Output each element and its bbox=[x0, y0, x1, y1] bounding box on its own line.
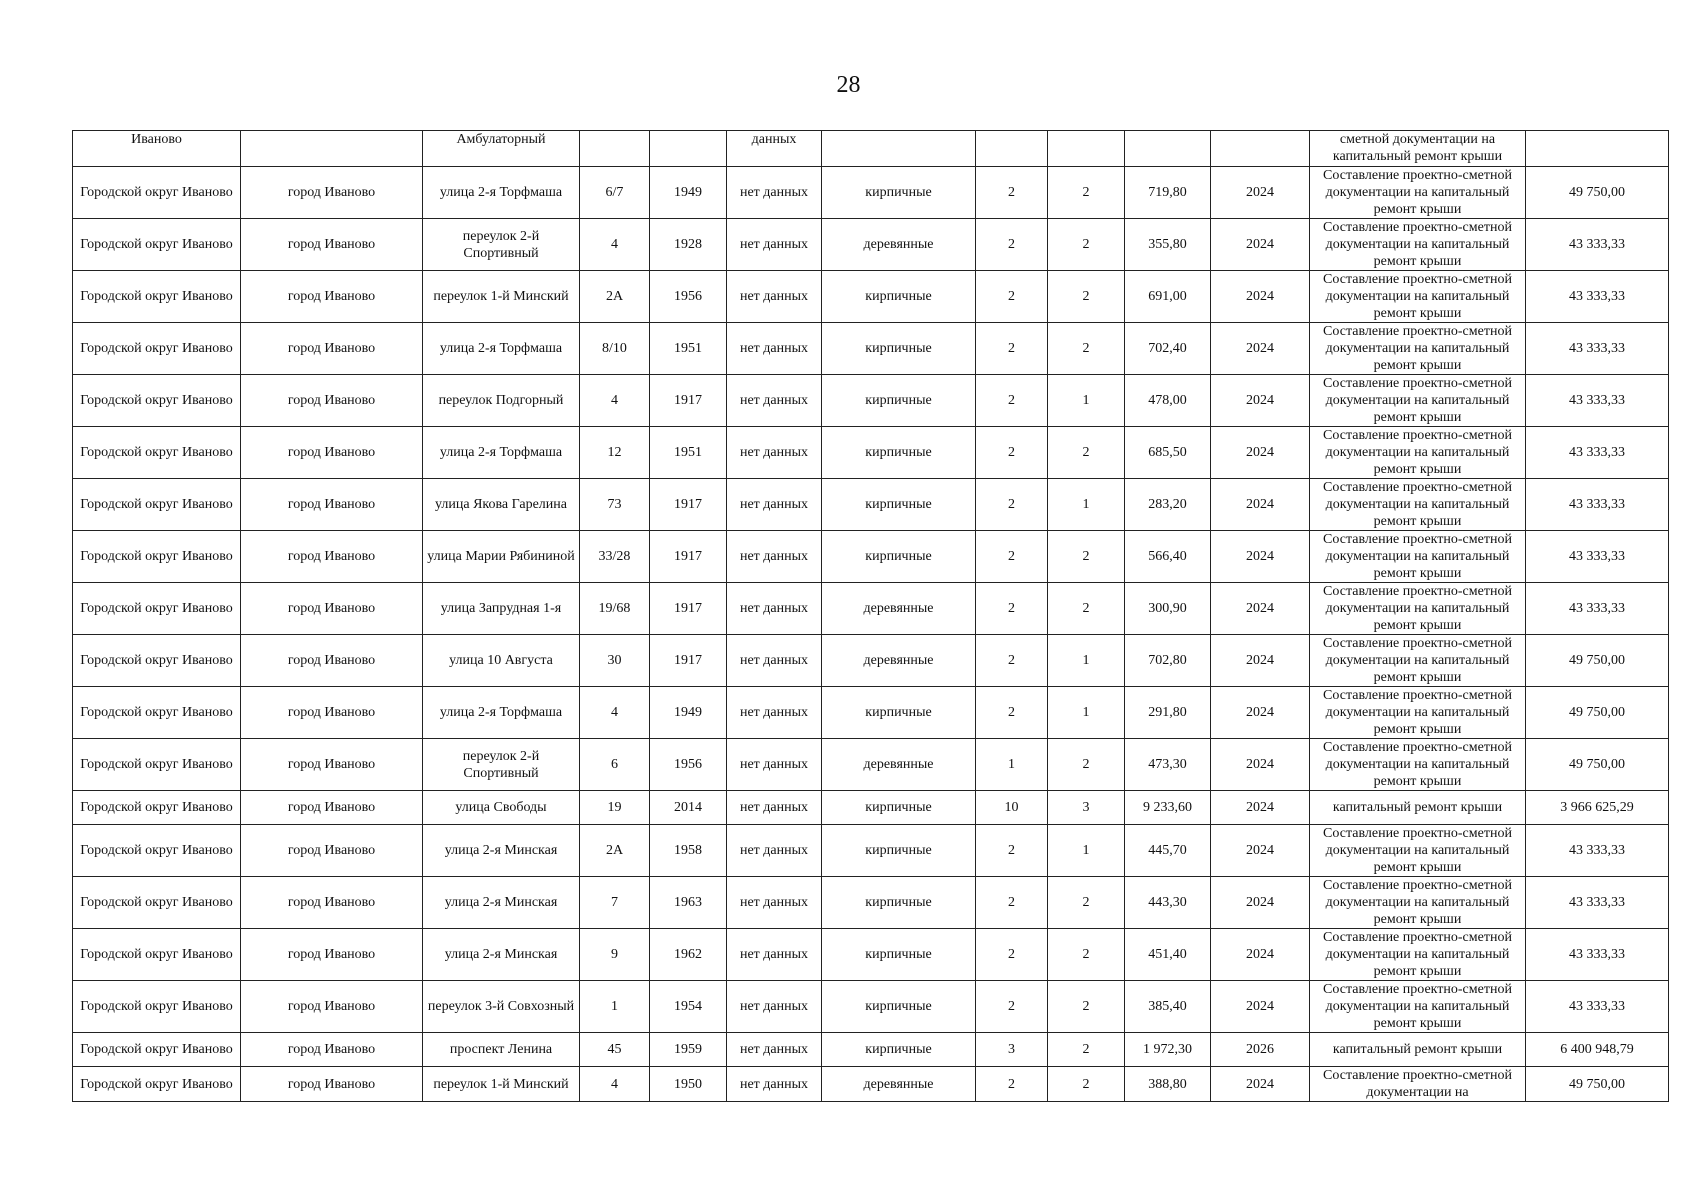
table-row bbox=[73, 531, 1669, 583]
cell-street: улица 2-я Торфмаша bbox=[423, 167, 580, 219]
cell-floors: 3 bbox=[976, 1033, 1048, 1067]
cell-work: Составление проектно-сметной документации на капитальный ремонт крыши bbox=[1310, 981, 1526, 1033]
cell-settlement: город Иваново bbox=[241, 739, 423, 791]
cell-street: переулок 1-й Минский bbox=[423, 1067, 580, 1102]
cell-district: Городской округ Иваново bbox=[73, 825, 241, 877]
cell-walls: кирпичные bbox=[822, 981, 976, 1033]
cell-walls: деревянные bbox=[822, 739, 976, 791]
cell-year: 1949 bbox=[650, 687, 727, 739]
cell-floors: 2 bbox=[976, 323, 1048, 375]
table-row bbox=[73, 1067, 1669, 1102]
cell-house: 6 bbox=[580, 739, 650, 791]
cell-house: 4 bbox=[580, 219, 650, 271]
cell-plan-year: 2024 bbox=[1211, 739, 1310, 791]
cell-year: 1917 bbox=[650, 635, 727, 687]
cell-area: 283,20 bbox=[1125, 479, 1211, 531]
cell-street: улица 2-я Торфмаша bbox=[423, 687, 580, 739]
cell-settlement: город Иваново bbox=[241, 687, 423, 739]
table-row bbox=[73, 877, 1669, 929]
cell-house: 19/68 bbox=[580, 583, 650, 635]
cell-cost: 49 750,00 bbox=[1526, 167, 1669, 219]
cell-area: 702,40 bbox=[1125, 323, 1211, 375]
cell-walls: кирпичные bbox=[822, 877, 976, 929]
cell-entrances: 2 bbox=[1048, 531, 1125, 583]
cell-district: Городской округ Иваново bbox=[73, 583, 241, 635]
cell-work: Составление проектно-сметной документации на капитальный ремонт крыши bbox=[1310, 739, 1526, 791]
cell-district: Городской округ Иваново bbox=[73, 167, 241, 219]
cell-area: 685,50 bbox=[1125, 427, 1211, 479]
cell-work: Составление проектно-сметной документации на капитальный ремонт крыши bbox=[1310, 583, 1526, 635]
cell-entrances: 2 bbox=[1048, 583, 1125, 635]
cell-commissioning: нет данных bbox=[727, 825, 822, 877]
cell-settlement: город Иваново bbox=[241, 479, 423, 531]
cell-year: 1949 bbox=[650, 167, 727, 219]
cell-plan-year: 2024 bbox=[1211, 167, 1310, 219]
cell-floors: 2 bbox=[976, 635, 1048, 687]
cell-house: 4 bbox=[580, 687, 650, 739]
cell-year: 1950 bbox=[650, 1067, 727, 1102]
cell-entrances: 1 bbox=[1048, 635, 1125, 687]
cell-entrances: 1 bbox=[1048, 479, 1125, 531]
cell-year: 1928 bbox=[650, 219, 727, 271]
cell-district: Городской округ Иваново bbox=[73, 219, 241, 271]
cell-settlement: город Иваново bbox=[241, 825, 423, 877]
table-row bbox=[73, 739, 1669, 791]
cell-settlement bbox=[241, 131, 423, 167]
cell-settlement: город Иваново bbox=[241, 271, 423, 323]
cell-plan-year bbox=[1211, 131, 1310, 167]
cell-cost bbox=[1526, 131, 1669, 167]
cell-plan-year: 2024 bbox=[1211, 427, 1310, 479]
cell-year: 1956 bbox=[650, 271, 727, 323]
cell-commissioning: нет данных bbox=[727, 739, 822, 791]
cell-work: Составление проектно-сметной документации на капитальный ремонт крыши bbox=[1310, 271, 1526, 323]
cell-floors: 2 bbox=[976, 825, 1048, 877]
cell-floors: 1 bbox=[976, 739, 1048, 791]
cell-district: Городской округ Иваново bbox=[73, 1033, 241, 1067]
cell-plan-year: 2024 bbox=[1211, 929, 1310, 981]
table-row bbox=[73, 167, 1669, 219]
cell-commissioning: данных bbox=[727, 131, 822, 167]
cell-area: 388,80 bbox=[1125, 1067, 1211, 1102]
cell-plan-year: 2024 bbox=[1211, 375, 1310, 427]
cell-entrances: 2 bbox=[1048, 877, 1125, 929]
page-number: 28 bbox=[836, 72, 861, 98]
cell-work: Составление проектно-сметной документации на капитальный ремонт крыши bbox=[1310, 479, 1526, 531]
cell-cost: 43 333,33 bbox=[1526, 981, 1669, 1033]
cell-entrances: 3 bbox=[1048, 791, 1125, 825]
cell-plan-year: 2024 bbox=[1211, 791, 1310, 825]
cell-cost: 43 333,33 bbox=[1526, 219, 1669, 271]
cell-work: Составление проектно-сметной документации на капитальный ремонт крыши bbox=[1310, 323, 1526, 375]
cell-commissioning: нет данных bbox=[727, 791, 822, 825]
cell-work: Составление проектно-сметной документации на капитальный ремонт крыши bbox=[1310, 877, 1526, 929]
cell-area: 445,70 bbox=[1125, 825, 1211, 877]
cell-street: улица Марии Рябининой bbox=[423, 531, 580, 583]
cell-year: 1959 bbox=[650, 1033, 727, 1067]
cell-floors: 2 bbox=[976, 1067, 1048, 1102]
cell-year: 1958 bbox=[650, 825, 727, 877]
cell-entrances: 2 bbox=[1048, 219, 1125, 271]
table-row bbox=[73, 219, 1669, 271]
cell-settlement: город Иваново bbox=[241, 583, 423, 635]
cell-walls: кирпичные bbox=[822, 1033, 976, 1067]
cell-plan-year: 2024 bbox=[1211, 877, 1310, 929]
cell-settlement: город Иваново bbox=[241, 219, 423, 271]
cell-settlement: город Иваново bbox=[241, 981, 423, 1033]
cell-entrances: 2 bbox=[1048, 427, 1125, 479]
cell-floors: 2 bbox=[976, 981, 1048, 1033]
cell-walls: кирпичные bbox=[822, 167, 976, 219]
cell-plan-year: 2024 bbox=[1211, 531, 1310, 583]
cell-plan-year: 2024 bbox=[1211, 323, 1310, 375]
cell-cost: 3 966 625,29 bbox=[1526, 791, 1669, 825]
cell-house: 30 bbox=[580, 635, 650, 687]
cell-plan-year: 2024 bbox=[1211, 271, 1310, 323]
cell-entrances: 2 bbox=[1048, 1067, 1125, 1102]
cell-area: 385,40 bbox=[1125, 981, 1211, 1033]
cell-walls: кирпичные bbox=[822, 825, 976, 877]
cell-walls: кирпичные bbox=[822, 323, 976, 375]
cell-cost: 43 333,33 bbox=[1526, 825, 1669, 877]
cell-street: улица 2-я Торфмаша bbox=[423, 427, 580, 479]
cell-floors: 2 bbox=[976, 687, 1048, 739]
cell-plan-year: 2026 bbox=[1211, 1033, 1310, 1067]
cell-settlement: город Иваново bbox=[241, 531, 423, 583]
table-row bbox=[73, 479, 1669, 531]
cell-commissioning: нет данных bbox=[727, 583, 822, 635]
cell-walls bbox=[822, 131, 976, 167]
cell-cost: 49 750,00 bbox=[1526, 687, 1669, 739]
cell-floors: 2 bbox=[976, 427, 1048, 479]
cell-work: Составление проектно-сметной документации на капитальный ремонт крыши bbox=[1310, 825, 1526, 877]
table-row bbox=[73, 427, 1669, 479]
cell-street: улица 2-я Минская bbox=[423, 877, 580, 929]
cell-district: Городской округ Иваново bbox=[73, 531, 241, 583]
cell-commissioning: нет данных bbox=[727, 635, 822, 687]
cell-area: 719,80 bbox=[1125, 167, 1211, 219]
cell-walls: кирпичные bbox=[822, 375, 976, 427]
table-row bbox=[73, 271, 1669, 323]
table-row bbox=[73, 375, 1669, 427]
cell-plan-year: 2024 bbox=[1211, 687, 1310, 739]
table-row-continuation bbox=[73, 131, 1669, 167]
cell-settlement: город Иваново bbox=[241, 635, 423, 687]
table-row bbox=[73, 825, 1669, 877]
cell-plan-year: 2024 bbox=[1211, 825, 1310, 877]
cell-house: 33/28 bbox=[580, 531, 650, 583]
cell-entrances: 2 bbox=[1048, 929, 1125, 981]
cell-floors: 2 bbox=[976, 271, 1048, 323]
cell-cost: 43 333,33 bbox=[1526, 375, 1669, 427]
cell-plan-year: 2024 bbox=[1211, 479, 1310, 531]
table-row bbox=[73, 929, 1669, 981]
cell-area: 473,30 bbox=[1125, 739, 1211, 791]
table-row bbox=[73, 1033, 1669, 1067]
cell-walls: кирпичные bbox=[822, 479, 976, 531]
cell-house: 7 bbox=[580, 877, 650, 929]
cell-settlement: город Иваново bbox=[241, 929, 423, 981]
cell-district: Городской округ Иваново bbox=[73, 479, 241, 531]
cell-cost: 43 333,33 bbox=[1526, 531, 1669, 583]
cell-entrances: 2 bbox=[1048, 271, 1125, 323]
cell-plan-year: 2024 bbox=[1211, 1067, 1310, 1102]
cell-street: переулок 1-й Минский bbox=[423, 271, 580, 323]
cell-commissioning: нет данных bbox=[727, 375, 822, 427]
cell-entrances: 1 bbox=[1048, 375, 1125, 427]
cell-settlement: город Иваново bbox=[241, 1067, 423, 1102]
cell-plan-year: 2024 bbox=[1211, 219, 1310, 271]
cell-area: 9 233,60 bbox=[1125, 791, 1211, 825]
cell-area: 443,30 bbox=[1125, 877, 1211, 929]
cell-street: Амбулаторный bbox=[423, 131, 580, 167]
cell-work: Составление проектно-сметной документации на капитальный ремонт крыши bbox=[1310, 427, 1526, 479]
cell-floors: 2 bbox=[976, 219, 1048, 271]
cell-work: сметной документации на капитальный ремонт крыши bbox=[1310, 131, 1526, 167]
cell-entrances: 1 bbox=[1048, 687, 1125, 739]
cell-house: 8/10 bbox=[580, 323, 650, 375]
cell-commissioning: нет данных bbox=[727, 219, 822, 271]
cell-work: Составление проектно-сметной документации на капитальный ремонт крыши bbox=[1310, 219, 1526, 271]
cell-entrances bbox=[1048, 131, 1125, 167]
cell-street: улица 2-я Минская bbox=[423, 825, 580, 877]
cell-area: 1 972,30 bbox=[1125, 1033, 1211, 1067]
cell-street: переулок 2-й Спортивный bbox=[423, 219, 580, 271]
cell-work: Составление проектно-сметной документации на bbox=[1310, 1067, 1526, 1102]
cell-commissioning: нет данных bbox=[727, 687, 822, 739]
cell-district: Городской округ Иваново bbox=[73, 635, 241, 687]
cell-floors: 2 bbox=[976, 479, 1048, 531]
cell-area: 702,80 bbox=[1125, 635, 1211, 687]
cell-district: Городской округ Иваново bbox=[73, 271, 241, 323]
cell-floors bbox=[976, 131, 1048, 167]
cell-year: 1956 bbox=[650, 739, 727, 791]
cell-entrances: 2 bbox=[1048, 323, 1125, 375]
cell-house: 45 bbox=[580, 1033, 650, 1067]
cell-district: Иваново bbox=[73, 131, 241, 167]
cell-street: улица 2-я Торфмаша bbox=[423, 323, 580, 375]
cell-street: проспект Ленина bbox=[423, 1033, 580, 1067]
cell-entrances: 2 bbox=[1048, 167, 1125, 219]
cell-district: Городской округ Иваново bbox=[73, 739, 241, 791]
cell-settlement: город Иваново bbox=[241, 375, 423, 427]
cell-cost: 43 333,33 bbox=[1526, 479, 1669, 531]
cell-house: 2А bbox=[580, 825, 650, 877]
cell-cost: 43 333,33 bbox=[1526, 271, 1669, 323]
cell-walls: деревянные bbox=[822, 635, 976, 687]
cell-settlement: город Иваново bbox=[241, 167, 423, 219]
cell-year: 1917 bbox=[650, 479, 727, 531]
cell-floors: 2 bbox=[976, 531, 1048, 583]
cell-settlement: город Иваново bbox=[241, 1033, 423, 1067]
cell-commissioning: нет данных bbox=[727, 1033, 822, 1067]
cell-cost: 49 750,00 bbox=[1526, 635, 1669, 687]
cell-area: 691,00 bbox=[1125, 271, 1211, 323]
cell-district: Городской округ Иваново bbox=[73, 687, 241, 739]
cell-house: 19 bbox=[580, 791, 650, 825]
cell-street: переулок Подгорный bbox=[423, 375, 580, 427]
cell-district: Городской округ Иваново bbox=[73, 323, 241, 375]
cell-district: Городской округ Иваново bbox=[73, 375, 241, 427]
cell-year: 1917 bbox=[650, 531, 727, 583]
cell-year: 1951 bbox=[650, 323, 727, 375]
cell-year: 2014 bbox=[650, 791, 727, 825]
cell-work: Составление проектно-сметной документации на капитальный ремонт крыши bbox=[1310, 531, 1526, 583]
cell-house: 4 bbox=[580, 375, 650, 427]
cell-area: 355,80 bbox=[1125, 219, 1211, 271]
cell-year: 1954 bbox=[650, 981, 727, 1033]
cell-cost: 43 333,33 bbox=[1526, 323, 1669, 375]
cell-entrances: 1 bbox=[1048, 825, 1125, 877]
cell-walls: кирпичные bbox=[822, 427, 976, 479]
cell-cost: 49 750,00 bbox=[1526, 739, 1669, 791]
cell-district: Городской округ Иваново bbox=[73, 877, 241, 929]
cell-commissioning: нет данных bbox=[727, 981, 822, 1033]
cell-work: Составление проектно-сметной документации на капитальный ремонт крыши bbox=[1310, 687, 1526, 739]
cell-plan-year: 2024 bbox=[1211, 981, 1310, 1033]
cell-house bbox=[580, 131, 650, 167]
cell-settlement: город Иваново bbox=[241, 791, 423, 825]
cell-entrances: 2 bbox=[1048, 1033, 1125, 1067]
cell-cost: 43 333,33 bbox=[1526, 877, 1669, 929]
cell-year: 1962 bbox=[650, 929, 727, 981]
cell-commissioning: нет данных bbox=[727, 479, 822, 531]
cell-district: Городской округ Иваново bbox=[73, 929, 241, 981]
cell-house: 12 bbox=[580, 427, 650, 479]
cell-floors: 2 bbox=[976, 167, 1048, 219]
cell-settlement: город Иваново bbox=[241, 877, 423, 929]
table-row bbox=[73, 635, 1669, 687]
cell-area bbox=[1125, 131, 1211, 167]
cell-walls: кирпичные bbox=[822, 271, 976, 323]
cell-walls: деревянные bbox=[822, 583, 976, 635]
cell-house: 2А bbox=[580, 271, 650, 323]
cell-walls: деревянные bbox=[822, 219, 976, 271]
cell-commissioning: нет данных bbox=[727, 271, 822, 323]
cell-walls: кирпичные bbox=[822, 531, 976, 583]
cell-cost: 43 333,33 bbox=[1526, 929, 1669, 981]
cell-house: 73 bbox=[580, 479, 650, 531]
cell-commissioning: нет данных bbox=[727, 531, 822, 583]
cell-year: 1917 bbox=[650, 583, 727, 635]
cell-commissioning: нет данных bbox=[727, 427, 822, 479]
cell-district: Городской округ Иваново bbox=[73, 791, 241, 825]
cell-floors: 2 bbox=[976, 929, 1048, 981]
table-row bbox=[73, 981, 1669, 1033]
cell-district: Городской округ Иваново bbox=[73, 1067, 241, 1102]
cell-commissioning: нет данных bbox=[727, 877, 822, 929]
housing-repair-table bbox=[72, 130, 1669, 1102]
cell-year: 1917 bbox=[650, 375, 727, 427]
cell-walls: кирпичные bbox=[822, 791, 976, 825]
cell-cost: 43 333,33 bbox=[1526, 427, 1669, 479]
cell-area: 566,40 bbox=[1125, 531, 1211, 583]
cell-walls: кирпичные bbox=[822, 929, 976, 981]
cell-plan-year: 2024 bbox=[1211, 583, 1310, 635]
cell-entrances: 2 bbox=[1048, 981, 1125, 1033]
cell-floors: 10 bbox=[976, 791, 1048, 825]
cell-street: улица 2-я Минская bbox=[423, 929, 580, 981]
cell-plan-year: 2024 bbox=[1211, 635, 1310, 687]
cell-floors: 2 bbox=[976, 877, 1048, 929]
table-row bbox=[73, 583, 1669, 635]
cell-walls: кирпичные bbox=[822, 687, 976, 739]
cell-cost: 6 400 948,79 bbox=[1526, 1033, 1669, 1067]
cell-commissioning: нет данных bbox=[727, 167, 822, 219]
cell-year: 1963 bbox=[650, 877, 727, 929]
cell-house: 9 bbox=[580, 929, 650, 981]
cell-settlement: город Иваново bbox=[241, 323, 423, 375]
cell-street: переулок 2-й Спортивный bbox=[423, 739, 580, 791]
cell-area: 300,90 bbox=[1125, 583, 1211, 635]
cell-area: 291,80 bbox=[1125, 687, 1211, 739]
cell-district: Городской округ Иваново bbox=[73, 427, 241, 479]
table-row bbox=[73, 323, 1669, 375]
cell-street: улица Якова Гарелина bbox=[423, 479, 580, 531]
cell-work: капитальный ремонт крыши bbox=[1310, 791, 1526, 825]
cell-work: Составление проектно-сметной документации на капитальный ремонт крыши bbox=[1310, 929, 1526, 981]
cell-floors: 2 bbox=[976, 375, 1048, 427]
cell-street: улица Свободы bbox=[423, 791, 580, 825]
table-row bbox=[73, 791, 1669, 825]
cell-cost: 43 333,33 bbox=[1526, 583, 1669, 635]
cell-area: 478,00 bbox=[1125, 375, 1211, 427]
table-row bbox=[73, 687, 1669, 739]
cell-house: 4 bbox=[580, 1067, 650, 1102]
cell-work: Составление проектно-сметной документации на капитальный ремонт крыши bbox=[1310, 635, 1526, 687]
cell-street: улица 10 Августа bbox=[423, 635, 580, 687]
cell-house: 1 bbox=[580, 981, 650, 1033]
cell-house: 6/7 bbox=[580, 167, 650, 219]
cell-settlement: город Иваново bbox=[241, 427, 423, 479]
cell-year bbox=[650, 131, 727, 167]
cell-commissioning: нет данных bbox=[727, 323, 822, 375]
cell-commissioning: нет данных bbox=[727, 929, 822, 981]
cell-street: улица Запрудная 1-я bbox=[423, 583, 580, 635]
cell-floors: 2 bbox=[976, 583, 1048, 635]
cell-street: переулок 3-й Совхозный bbox=[423, 981, 580, 1033]
cell-year: 1951 bbox=[650, 427, 727, 479]
cell-work: Составление проектно-сметной документации на капитальный ремонт крыши bbox=[1310, 375, 1526, 427]
cell-area: 451,40 bbox=[1125, 929, 1211, 981]
cell-district: Городской округ Иваново bbox=[73, 981, 241, 1033]
cell-work: капитальный ремонт крыши bbox=[1310, 1033, 1526, 1067]
cell-walls: деревянные bbox=[822, 1067, 976, 1102]
cell-cost: 49 750,00 bbox=[1526, 1067, 1669, 1102]
cell-commissioning: нет данных bbox=[727, 1067, 822, 1102]
cell-entrances: 2 bbox=[1048, 739, 1125, 791]
cell-work: Составление проектно-сметной документации на капитальный ремонт крыши bbox=[1310, 167, 1526, 219]
